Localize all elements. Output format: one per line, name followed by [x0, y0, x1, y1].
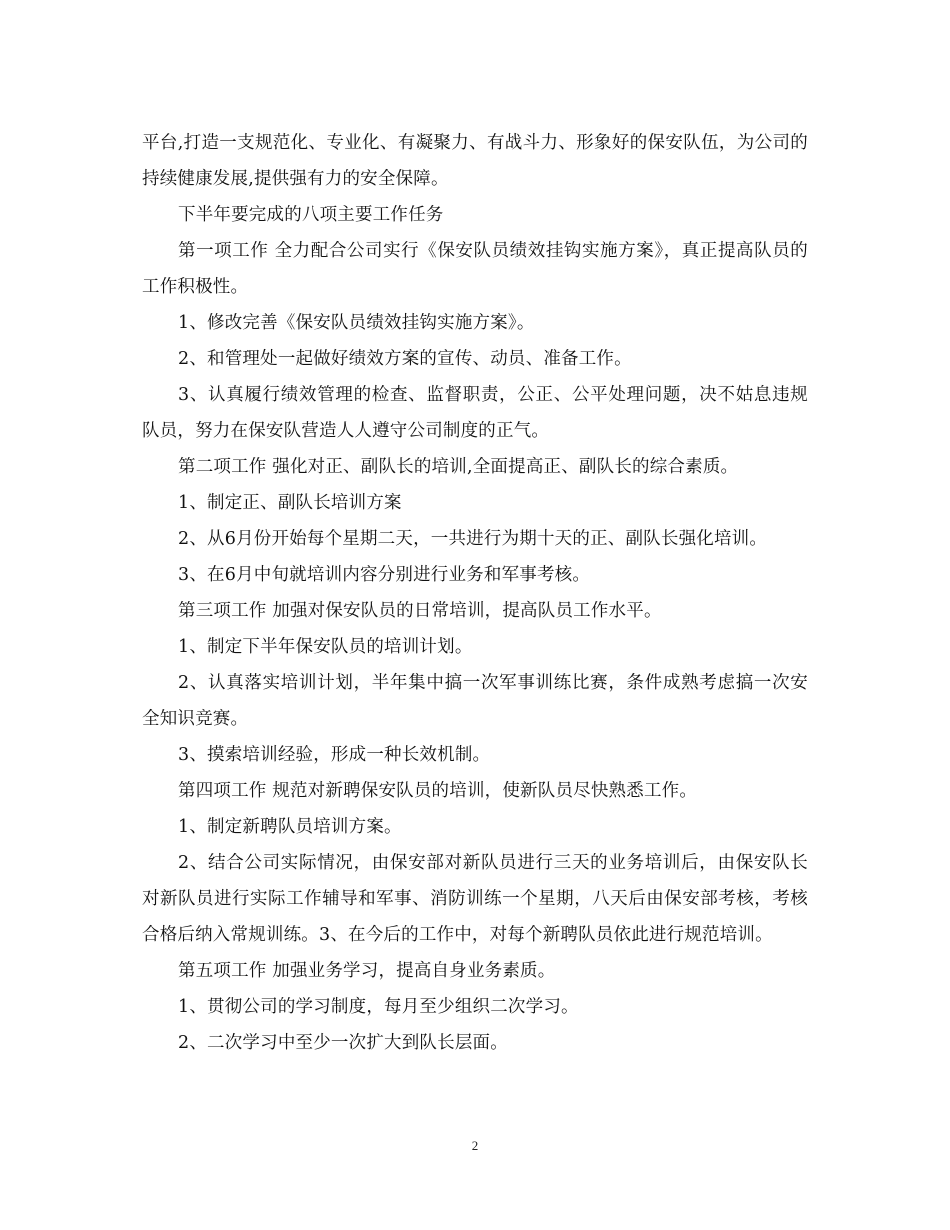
list-item: 1、贯彻公司的学习制度，每月至少组织二次学习。: [178, 997, 579, 1017]
task-heading: 第二项工作 强化对正、副队长的培训,全面提高正、副队长的综合素质。: [178, 457, 739, 477]
task-heading: 第三项工作 加强对保安队员的日常培训，提高队员工作水平。: [178, 601, 662, 621]
list-item: 1、修改完善《保安队员绩效挂钩实施方案》。: [178, 313, 535, 333]
list-item: 1、制定下半年保安队员的培训计划。: [178, 637, 473, 657]
list-item: 3、在6月中旬就培训内容分别进行业务和军事考核。: [178, 565, 591, 585]
list-item: 1、制定新聘队员培训方案。: [178, 817, 402, 837]
list-item: 3、摸索培训经验，形成一种长效机制。: [178, 745, 491, 765]
paragraph: 平台,打造一支规范化、专业化、有凝聚力、有战斗力、形象好的保安队伍，为公司的持续健康发展,提供强有力的安全保障。: [142, 133, 808, 189]
page-number: 2: [471, 1138, 479, 1153]
list-item: 3、认真履行绩效管理的检查、监督职责，公正、公平处理问题，决不姑息违规队员，努力在保安队营造人人遵守公司制度的正气。: [142, 385, 808, 441]
section-heading: 下半年要完成的八项主要工作任务: [178, 205, 444, 225]
task-heading: 第一项工作 全力配合公司实行《保安队员绩效挂钩实施方案》，真正提高队员的工作积极性。: [142, 241, 808, 297]
list-item: 2、从6月份开始每个星期二天，一共进行为期十天的正、副队长强化培训。: [178, 529, 768, 549]
document-body: [142, 125, 808, 1061]
list-item: 2、和管理处一起做好绩效方案的宣传、动员、准备工作。: [178, 349, 632, 369]
list-item: 2、认真落实培训计划，半年集中搞一次军事训练比赛，条件成熟考虑搞一次安全知识竞赛。: [142, 673, 808, 729]
list-item: 1、制定正、副队长培训方案: [178, 493, 402, 513]
task-heading: 第四项工作 规范对新聘保安队员的培训，使新队员尽快熟悉工作。: [178, 781, 698, 801]
task-heading: 第五项工作 加强业务学习，提高自身业务素质。: [178, 961, 556, 981]
list-item: 2、结合公司实际情况，由保安部对新队员进行三天的业务培训后，由保安队长对新队员进行实际工作辅导和军事、消防训练一个星期，八天后由保安部考核，考核合格后纳入常规训练。3、在今后的工作中，对每个新聘队员依此进行规范培训。: [142, 853, 808, 945]
list-item: 2、二次学习中至少一次扩大到队长层面。: [178, 1033, 508, 1053]
